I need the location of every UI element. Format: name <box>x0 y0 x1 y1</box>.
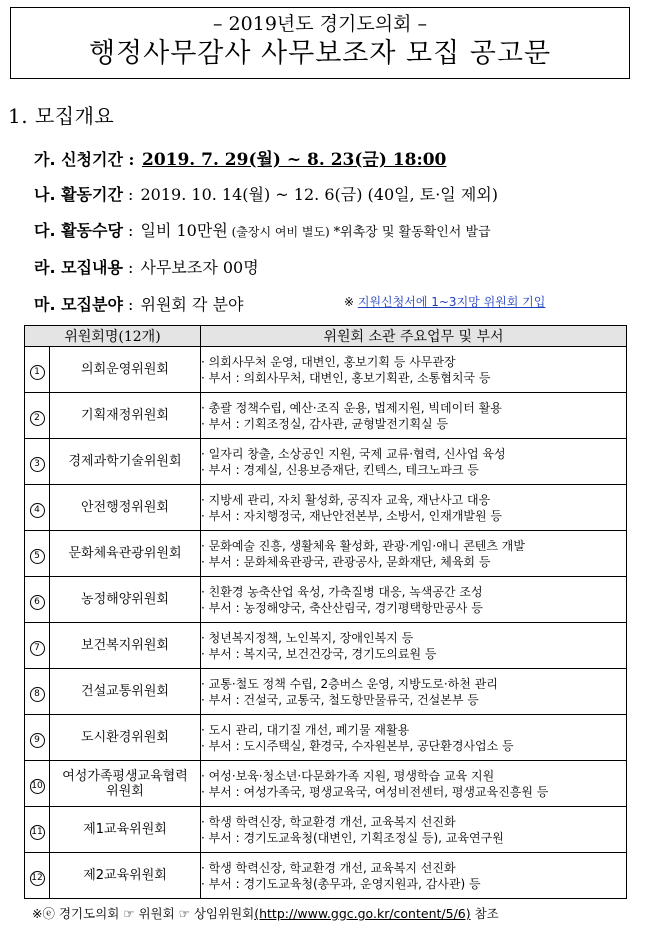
section-heading: 1. 모집개요 <box>8 104 115 128</box>
pay-value: 일비 10만원 <box>140 221 228 240</box>
row-number: 3 <box>30 457 45 472</box>
duty-line: · 일자리 창출, 소상공인 지원, 국제 교류·협력, 신사업 육성 <box>201 446 506 461</box>
table-row <box>25 715 627 761</box>
row-number: 2 <box>30 411 45 426</box>
dept-line: · 부서 : 경기도교육청(총무과, 운영지원과, 감사관) 등 <box>201 876 481 891</box>
duty-line: · 총괄 정책수립, 예산·조직 운용, 법제지원, 빅데이터 활용 <box>201 400 502 415</box>
committee-duty <box>201 577 627 623</box>
committee-duty <box>201 439 627 485</box>
overview-apply <box>34 145 446 170</box>
committee-name-line1: 여성가족평생교육협력 <box>62 768 188 784</box>
dept-line: · 부서 : 경기도교육청(대변인, 기획조정실 등), 교육연구원 <box>201 830 504 845</box>
duty-line: · 여성·보육·청소년·다문화가족 지원, 평생학습 교육 지원 <box>201 768 495 783</box>
committee-name: 기획재정위원회 <box>50 393 201 439</box>
apply-value: 2019. 7. 29(월) ~ 8. 23(금) 18:00 <box>141 150 447 170</box>
dept-line: · 부서 : 여성가족국, 평생교육국, 여성비전센터, 평생교육진흥원 등 <box>201 784 549 799</box>
dept-line: · 부서 : 문화체육관광국, 관광공사, 문화재단, 체육회 등 <box>201 554 491 569</box>
period-value: 2019. 10. 14(월) ~ 12. 6(금) (40일, 토·일 제외) <box>140 185 499 204</box>
row-number: 7 <box>30 641 45 656</box>
footer-tail: 참조 <box>470 906 499 921</box>
committee-name <box>50 761 201 807</box>
dept-line: · 부서 : 자치행정국, 재난안전본부, 소방서, 인재개발원 등 <box>201 508 503 523</box>
row-number: 12 <box>30 871 45 886</box>
overview-pay <box>34 218 491 241</box>
content-label: 라. 모집내용 <box>34 258 123 277</box>
dept-line: · 부서 : 의회사무처, 대변인, 홍보기획관, 소통협치국 등 <box>201 370 491 385</box>
duty-line: · 지방세 관리, 자치 활성화, 공직자 교육, 재난사고 대응 <box>201 492 491 507</box>
table-row <box>25 531 627 577</box>
table-row <box>25 669 627 715</box>
table-row <box>25 485 627 531</box>
footer-text: ※ⓔ 경기도의회 ☞ 위원회 ☞ 상임위원회 <box>32 906 255 921</box>
table-row <box>25 623 627 669</box>
row-number: 10 <box>30 779 45 794</box>
committee-duty <box>201 669 627 715</box>
period-colon: : <box>122 185 139 204</box>
content-value: 사무보조자 00명 <box>140 258 259 277</box>
table-header <box>25 326 627 347</box>
footer-note <box>32 904 499 922</box>
field-value: 위원회 각 분야 <box>140 295 244 314</box>
row-number: 6 <box>30 595 45 610</box>
table-row <box>25 761 627 807</box>
title-box <box>10 7 630 79</box>
committee-duty <box>201 623 627 669</box>
period-label: 나. 활동기간 <box>34 185 123 204</box>
note-mark: ※ <box>344 295 358 309</box>
committee-duty <box>201 347 627 393</box>
committee-duty <box>201 485 627 531</box>
committee-duty <box>201 807 627 853</box>
row-number: 11 <box>30 825 45 840</box>
committee-name: 농정해양위원회 <box>50 577 201 623</box>
dept-line: · 부서 : 복지국, 보건건강국, 경기도의료원 등 <box>201 646 437 661</box>
dept-line: · 부서 : 농정해양국, 축산산림국, 경기평택항만공사 등 <box>201 600 483 615</box>
duty-line: · 도시 관리, 대기질 개선, 폐기물 재활용 <box>201 722 410 737</box>
pay-extra: *위촉장 및 활동확인서 발급 <box>333 225 491 240</box>
row-number: 4 <box>30 503 45 518</box>
committee-name: 건설교통위원회 <box>50 669 201 715</box>
committee-name: 의회운영위원회 <box>50 347 201 393</box>
committee-duty <box>201 531 627 577</box>
dept-line: · 부서 : 경제실, 신용보증재단, 킨텍스, 테크노파크 등 <box>201 462 479 477</box>
committee-table <box>24 325 627 899</box>
page-title: 행정사무감사 사무보조자 모집 공고문 <box>88 38 552 69</box>
dept-line: · 부서 : 도시주택실, 환경국, 수자원본부, 공단환경사업소 등 <box>201 738 514 753</box>
table-row <box>25 393 627 439</box>
committee-name: 안전행정위원회 <box>50 485 201 531</box>
committee-name: 경제과학기술위원회 <box>50 439 201 485</box>
row-number: 8 <box>30 687 45 702</box>
header-committee: 위원회명(12개) <box>25 326 201 347</box>
committee-name: 보건복지위원회 <box>50 623 201 669</box>
table-row <box>25 439 627 485</box>
duty-line: · 의회사무처 운영, 대변인, 홍보기획 등 사무관장 <box>201 354 456 369</box>
committee-name: 문화체육관광위원회 <box>50 531 201 577</box>
title-year: – 2019년도 경기도의회 – <box>213 13 427 35</box>
table-row <box>25 347 627 393</box>
field-colon: : <box>122 295 139 314</box>
table-row <box>25 577 627 623</box>
duty-line: · 교통·철도 정책 수립, 2층버스 운영, 지방도로·하천 관리 <box>201 676 498 691</box>
duty-line: · 청년복지정책, 노인복지, 장애인복지 등 <box>201 630 414 645</box>
row-number: 5 <box>30 549 45 564</box>
duty-line: · 문화예술 진흥, 생활체육 활성화, 관광·게임·애니 콘텐츠 개발 <box>201 538 525 553</box>
note-text: 지원신청서에 1~3지망 위원회 기입 <box>357 295 546 309</box>
committee-name: 제1교육위원회 <box>50 807 201 853</box>
pay-note: (출장시 여비 별도) <box>227 225 334 239</box>
committee-duty <box>201 715 627 761</box>
committee-duty <box>201 761 627 807</box>
header-duty: 위원회 소관 주요업무 및 부서 <box>201 326 627 347</box>
overview-period <box>34 182 498 205</box>
row-number: 9 <box>30 733 45 748</box>
application-note <box>344 293 545 310</box>
committee-name: 제2교육위원회 <box>50 853 201 899</box>
duty-line: · 학생 학력신장, 학교환경 개선, 교육복지 선진화 <box>201 814 456 829</box>
content-colon: : <box>122 258 139 277</box>
field-label: 마. 모집분야 <box>34 295 123 314</box>
duty-line: · 학생 학력신장, 학교환경 개선, 교육복지 선진화 <box>201 860 456 875</box>
footer-link[interactable]: (http://www.ggc.go.kr/content/5/6) <box>254 906 471 921</box>
committee-name-line2: 위원회 <box>106 783 144 799</box>
committee-duty <box>201 853 627 899</box>
table-row <box>25 807 627 853</box>
pay-colon: : <box>122 221 139 240</box>
overview-field <box>34 292 243 315</box>
pay-label: 다. 활동수당 <box>34 221 123 240</box>
apply-colon: : <box>122 150 140 169</box>
apply-label: 가. 신청기간 <box>34 150 123 169</box>
committee-duty <box>201 393 627 439</box>
overview-content <box>34 255 259 278</box>
row-number: 1 <box>30 365 45 380</box>
dept-line: · 부서 : 기획조정실, 감사관, 균형발전기획실 등 <box>201 416 449 431</box>
table-row <box>25 853 627 899</box>
committee-name: 도시환경위원회 <box>50 715 201 761</box>
duty-line: · 친환경 농축산업 육성, 가축질병 대응, 녹색공간 조성 <box>201 584 483 599</box>
dept-line: · 부서 : 건설국, 교통국, 철도항만물류국, 건설본부 등 <box>201 692 479 707</box>
